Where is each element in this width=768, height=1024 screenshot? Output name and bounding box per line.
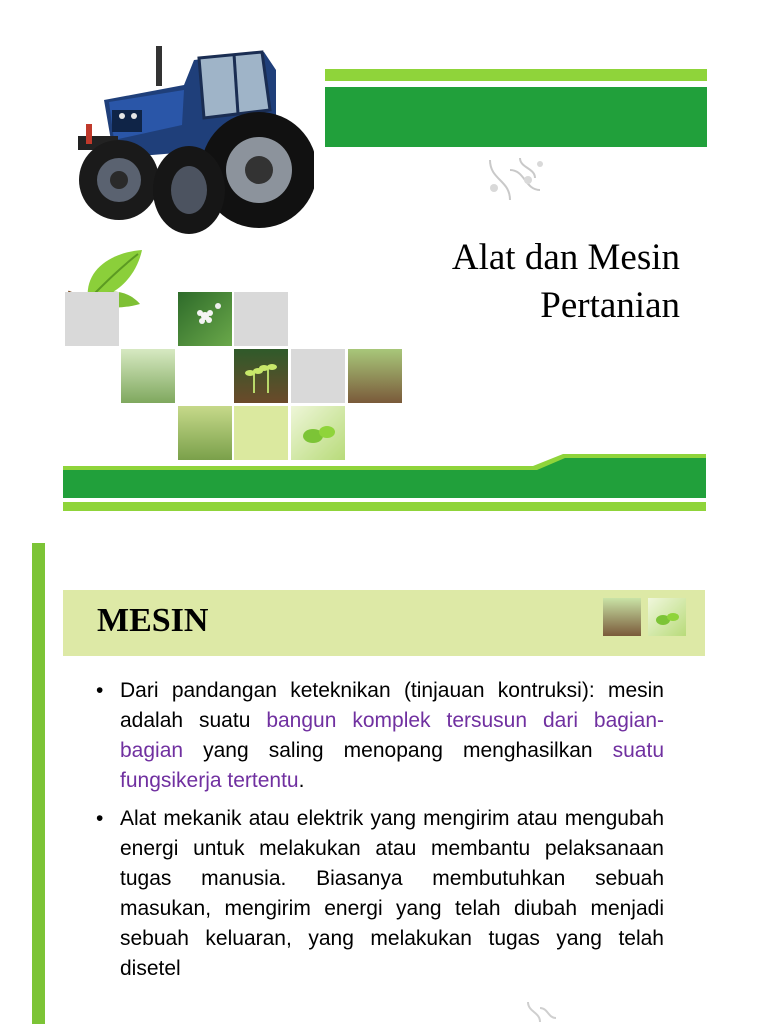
tile-young-plant-image <box>348 349 402 403</box>
bullet1-text-a: Dari pandangan keteknikan (tinjauan kontruksi): mesin adalah suatu <box>120 679 664 732</box>
bullet1-highlight-b: suatu fungsikerja tertentu <box>120 739 664 792</box>
bullet-list <box>96 676 664 992</box>
tile-gray <box>234 292 288 346</box>
tile-gray <box>65 292 119 346</box>
section-heading: MESIN <box>97 602 209 639</box>
slide-title-line2: Pertanian <box>540 285 680 326</box>
slide-title <box>330 234 680 330</box>
top-accent-thin-bar <box>325 69 707 81</box>
bullet1-text-c: . <box>298 769 305 792</box>
bullet1-text-b: yang saling menopang menghasilkan <box>183 739 613 762</box>
tile-flower-image <box>178 292 232 346</box>
list-item <box>96 804 664 984</box>
slide-title-line1: Alat dan Mesin <box>451 237 680 278</box>
header-leaves-image <box>648 598 686 636</box>
bullet1-highlight-a: bangun komplek tersusun dari bagian-bagian <box>120 709 664 762</box>
tile-gray <box>291 349 345 403</box>
bottom-accent-bars <box>63 452 706 514</box>
tractor-image <box>64 40 314 238</box>
header-sprout-image <box>603 598 641 636</box>
content-slide <box>0 540 768 1024</box>
tile-sprout-field-image <box>121 349 175 403</box>
top-accent-thick-bar <box>325 87 707 147</box>
bullet2-text: • Alat mekanik atau elektrik yang mengirim atau mengubah energi untuk melakukan atau membantu pelaksanaan tugas manusia. Biasanya membutuhkan sebuah masukan, mengirim energi yang telah diubah menjadi sebuah keluaran, yang melakukan tugas yang telah disetel <box>120 807 664 980</box>
side-accent-bar <box>32 543 45 1024</box>
tile-seedlings-image <box>234 349 288 403</box>
vine-ornament-icon <box>522 998 558 1024</box>
vine-ornament-icon <box>480 150 552 205</box>
list-item <box>96 676 664 796</box>
